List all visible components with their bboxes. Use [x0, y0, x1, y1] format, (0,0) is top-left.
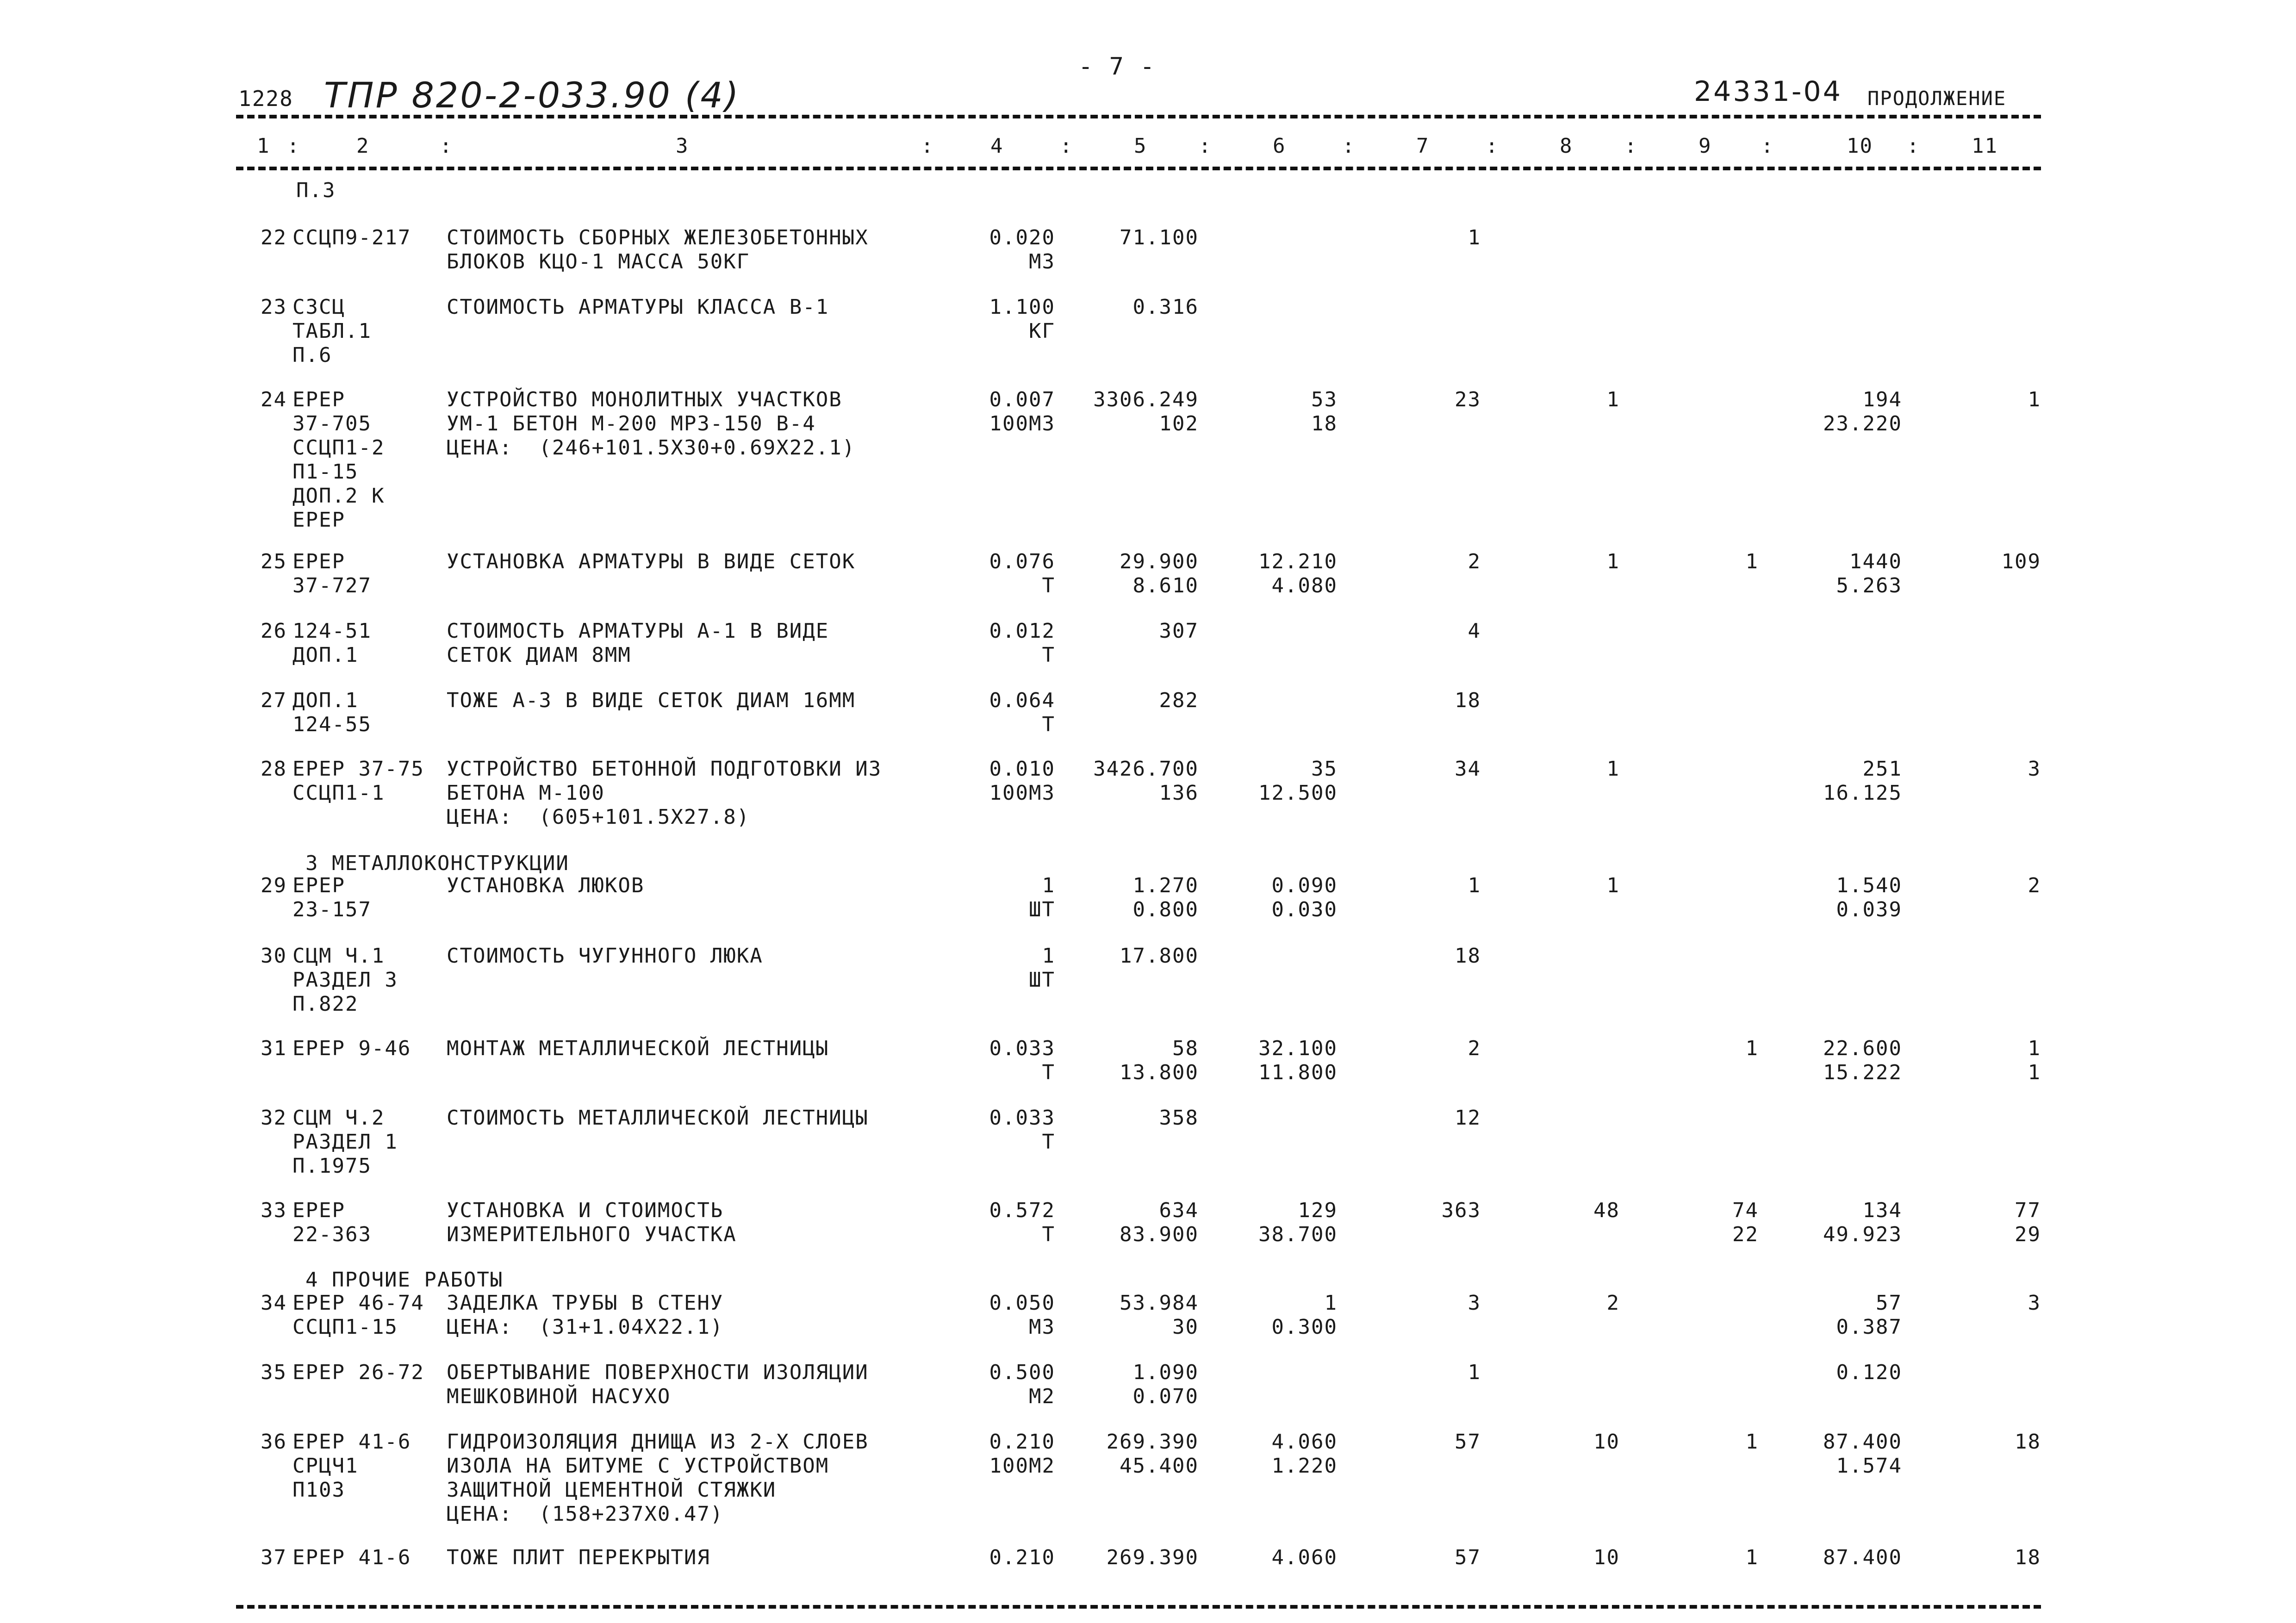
cell-desc: УСТРОЙСТВО МОНОЛИТНЫХ УЧАСТКОВ	[447, 388, 842, 411]
cell-c7: 57	[1455, 1546, 1481, 1569]
cell-c7: 57	[1455, 1430, 1481, 1454]
cell-c11: 29	[2015, 1223, 2041, 1246]
cell-desc: СТОИМОСТЬ ЧУГУННОГО ЛЮКА	[447, 944, 763, 968]
column-header-8: 8	[1560, 134, 1573, 158]
cell-code: ЕРЕР 41-6	[292, 1546, 411, 1569]
cell-code: П.822	[292, 992, 359, 1016]
cell-c8: 1	[1606, 550, 1620, 573]
cell-c7: 18	[1455, 689, 1481, 712]
cell-c10: 49.923	[1823, 1223, 1902, 1246]
cell-code: С3СЦ	[292, 295, 345, 319]
cell-code: СРЦЧ1	[292, 1454, 359, 1478]
cell-c4: 100М3	[989, 781, 1055, 805]
cell-n: 26	[261, 619, 287, 643]
cell-c6: 4.060	[1271, 1430, 1338, 1454]
cell-c4: 100М2	[989, 1454, 1055, 1478]
cell-code: РАЗДЕЛ 1	[292, 1130, 398, 1154]
cell-c4: 1	[1042, 874, 1055, 897]
column-separator: :	[1486, 134, 1499, 158]
cell-c10: 87.400	[1823, 1430, 1902, 1454]
cell-c7: 363	[1441, 1199, 1481, 1222]
cell-code: ЕРЕР 46-74	[292, 1291, 424, 1315]
column-header-6: 6	[1273, 134, 1286, 158]
cell-c6: 1.220	[1271, 1454, 1338, 1478]
column-header-11: 11	[1972, 134, 1998, 158]
column-header-4: 4	[990, 134, 1004, 158]
cell-n: 35	[261, 1361, 287, 1384]
cell-code: РАЗДЕЛ 3	[292, 968, 398, 992]
cell-code: ДОП.1	[292, 689, 359, 712]
footer-rule	[236, 1605, 2041, 1609]
cell-c5: 358	[1159, 1106, 1199, 1130]
cell-c6: 32.100	[1258, 1037, 1338, 1060]
cell-c4: Т	[1042, 643, 1055, 667]
cell-desc: СТОИМОСТЬ АРМАТУРЫ КЛАССА В-1	[447, 295, 829, 319]
column-separator: :	[440, 134, 453, 158]
cell-c4: 0.007	[989, 388, 1055, 411]
cell-c6: 12.500	[1258, 781, 1338, 805]
column-separator: :	[1761, 134, 1774, 158]
cell-n: 29	[261, 874, 287, 897]
cell-c11: 3	[2028, 757, 2041, 781]
cell-c10: 134	[1862, 1199, 1902, 1222]
cell-n: 36	[261, 1430, 287, 1454]
cell-code: ДОП.1	[292, 643, 359, 667]
cell-n: 22	[261, 226, 287, 249]
cell-c9: 1	[1745, 550, 1759, 573]
cell-c4: Т	[1042, 1130, 1055, 1154]
cell-c5: 136	[1159, 781, 1199, 805]
cell-code: ССЦП1-2	[292, 436, 385, 460]
cell-desc: БЕТОНА М-100	[447, 781, 605, 805]
cell-desc: ЦЕНА: (246+101.5Х30+0.69Х22.1)	[447, 436, 856, 460]
cell-c6: 38.700	[1258, 1223, 1338, 1246]
cell-c10: 22.600	[1823, 1037, 1902, 1060]
cell-code: ЕРЕР 37-75	[292, 757, 424, 781]
cell-code: ЕРЕР	[292, 1199, 345, 1222]
cell-c6: 4.080	[1271, 574, 1338, 597]
cell-c4: КГ	[1029, 319, 1055, 343]
cell-c9: 1	[1745, 1430, 1759, 1454]
section-title-other: 4 ПРОЧИЕ РАБОТЫ	[305, 1268, 504, 1292]
column-header-row	[0, 134, 2296, 162]
cell-c9: 1	[1745, 1546, 1759, 1569]
cell-n: 30	[261, 944, 287, 968]
cell-c5: 307	[1159, 619, 1199, 643]
column-header-1: 1	[257, 134, 270, 158]
cell-desc: СТОИМОСТЬ АРМАТУРЫ А-1 В ВИДЕ	[447, 619, 829, 643]
cell-n: 28	[261, 757, 287, 781]
cell-c6: 4.060	[1271, 1546, 1338, 1569]
cell-code: ССЦП9-217	[292, 226, 411, 249]
cell-c7: 1	[1468, 226, 1481, 249]
cell-c6: 53	[1311, 388, 1338, 411]
column-header-9: 9	[1699, 134, 1712, 158]
cell-desc: УСТАНОВКА И СТОИМОСТЬ	[447, 1199, 724, 1222]
cell-n: 27	[261, 689, 287, 712]
cell-c6: 35	[1311, 757, 1338, 781]
cell-c4: 0.012	[989, 619, 1055, 643]
cell-code: ЕРЕР 26-72	[292, 1361, 424, 1384]
column-separator: :	[1907, 134, 1920, 158]
cell-code: СЦМ Ч.1	[292, 944, 385, 968]
cell-desc: СТОИМОСТЬ МЕТАЛЛИЧЕСКОЙ ЛЕСТНИЦЫ	[447, 1106, 869, 1130]
cell-n: 24	[261, 388, 287, 411]
cell-code: П103	[292, 1478, 345, 1502]
cell-c5: 269.390	[1106, 1546, 1199, 1569]
cell-c5: 3426.700	[1093, 757, 1199, 781]
column-separator: :	[1624, 134, 1638, 158]
project-title: ТПР 820-2-033.90 (4)	[324, 75, 740, 116]
cell-n: 33	[261, 1199, 287, 1222]
cell-c4: Т	[1042, 1061, 1055, 1084]
cell-c10: 251	[1862, 757, 1902, 781]
cell-c8: 10	[1593, 1546, 1620, 1569]
cell-c8: 10	[1593, 1430, 1620, 1454]
cell-c8: 2	[1606, 1291, 1620, 1315]
cell-c6: 0.300	[1271, 1315, 1338, 1339]
cell-c4: 1.100	[989, 295, 1055, 319]
cell-desc: УСТАНОВКА ЛЮКОВ	[447, 874, 645, 897]
doc-number: 24331-04	[1694, 75, 1842, 108]
continuation-label: ПРОДОЛЖЕНИЕ	[1867, 87, 2007, 110]
cell-c4: М3	[1029, 250, 1055, 274]
section-title-metal: 3 МЕТАЛЛОКОНСТРУКЦИИ	[305, 852, 569, 875]
cell-c5: 30	[1172, 1315, 1199, 1339]
cell-desc: УСТАНОВКА АРМАТУРЫ В ВИДЕ СЕТОК	[447, 550, 856, 573]
cell-c5: 83.900	[1120, 1223, 1199, 1246]
cell-desc: ИЗОЛА НА БИТУМЕ С УСТРОЙСТВОМ	[447, 1454, 829, 1478]
cell-c4: 1	[1042, 944, 1055, 968]
cell-c10: 1440	[1849, 550, 1902, 573]
cell-n: 32	[261, 1106, 287, 1130]
cell-c6: 129	[1298, 1199, 1338, 1222]
cell-c5: 3306.249	[1093, 388, 1199, 411]
cell-c5: 1.090	[1132, 1361, 1199, 1384]
cell-desc: ОБЕРТЫВАНИЕ ПОВЕРХНОСТИ ИЗОЛЯЦИИ	[447, 1361, 869, 1384]
cell-c5: 634	[1159, 1199, 1199, 1222]
cell-code: П.1975	[292, 1154, 372, 1178]
cell-desc: СЕТОК ДИАМ 8ММ	[447, 643, 631, 667]
cell-code: 23-157	[292, 898, 372, 921]
cell-desc: ТОЖЕ А-3 В ВИДЕ СЕТОК ДИАМ 16ММ	[447, 689, 856, 712]
cell-c6: 11.800	[1258, 1061, 1338, 1084]
cell-code: ЕРЕР	[292, 550, 345, 573]
cell-c10: 0.387	[1836, 1315, 1902, 1339]
cell-c7: 23	[1455, 388, 1481, 411]
page-number: - 7 -	[1078, 53, 1156, 81]
cell-desc: ЗАЩИТНОЙ ЦЕМЕНТНОЙ СТЯЖКИ	[447, 1478, 777, 1502]
cell-c4: ШТ	[1029, 968, 1055, 992]
cell-code: 37-705	[292, 412, 372, 435]
cell-c7: 18	[1455, 944, 1481, 968]
cell-desc: ЦЕНА: (158+237Х0.47)	[447, 1502, 724, 1526]
cell-code: П1-15	[292, 460, 359, 484]
column-separator: :	[1060, 134, 1073, 158]
cell-desc: ИЗМЕРИТЕЛЬНОГО УЧАСТКА	[447, 1223, 737, 1246]
cell-desc: ЦЕНА: (605+101.5Х27.8)	[447, 805, 750, 829]
cell-c7: 1	[1468, 1361, 1481, 1384]
left-code: 1228	[238, 86, 293, 111]
cell-c10: 1.574	[1836, 1454, 1902, 1478]
top-fragment: П.3	[296, 179, 336, 202]
cell-c4: Т	[1042, 1223, 1055, 1246]
cell-c5: 58	[1172, 1037, 1199, 1060]
cell-c4: 0.210	[989, 1430, 1055, 1454]
header-rule-top	[236, 115, 2041, 118]
cell-code: 124-55	[292, 713, 372, 736]
cell-c8: 1	[1606, 388, 1620, 411]
cell-c7: 4	[1468, 619, 1481, 643]
cell-code: ЕРЕР 9-46	[292, 1037, 411, 1060]
cell-c4: 0.210	[989, 1546, 1055, 1569]
cell-c6: 0.090	[1271, 874, 1338, 897]
cell-c8: 48	[1593, 1199, 1620, 1222]
cell-c10: 16.125	[1823, 781, 1902, 805]
cell-c4: Т	[1042, 574, 1055, 597]
column-header-10: 10	[1847, 134, 1873, 158]
column-header-5: 5	[1134, 134, 1147, 158]
column-separator: :	[1199, 134, 1212, 158]
cell-c8: 1	[1606, 757, 1620, 781]
cell-c6: 0.030	[1271, 898, 1338, 921]
cell-code: П.6	[292, 343, 332, 367]
cell-c5: 17.800	[1120, 944, 1199, 968]
cell-c4: Т	[1042, 713, 1055, 736]
cell-c5: 1.270	[1132, 874, 1199, 897]
cell-desc: МОНТАЖ МЕТАЛЛИЧЕСКОЙ ЛЕСТНИЦЫ	[447, 1037, 829, 1060]
cell-c5: 53.984	[1120, 1291, 1199, 1315]
cell-c10: 0.120	[1836, 1361, 1902, 1384]
cell-n: 31	[261, 1037, 287, 1060]
cell-c10: 87.400	[1823, 1546, 1902, 1569]
cell-c5: 0.070	[1132, 1385, 1199, 1408]
cell-c4: 0.064	[989, 689, 1055, 712]
header-rule-bottom	[236, 167, 2041, 170]
cell-c10: 0.039	[1836, 898, 1902, 921]
cell-c5: 71.100	[1120, 226, 1199, 249]
cell-c5: 0.316	[1132, 295, 1199, 319]
cell-c4: М3	[1029, 1315, 1055, 1339]
cell-c4: 0.076	[989, 550, 1055, 573]
cell-c5: 13.800	[1120, 1061, 1199, 1084]
cell-c10: 5.263	[1836, 574, 1902, 597]
cell-c4: 100М3	[989, 412, 1055, 435]
cell-code: ДОП.2 К	[292, 484, 385, 508]
cell-c11: 18	[2015, 1546, 2041, 1569]
cell-c11: 1	[2028, 1037, 2041, 1060]
cell-c7: 34	[1455, 757, 1481, 781]
cell-c10: 57	[1876, 1291, 1902, 1315]
cell-c6: 1	[1324, 1291, 1338, 1315]
cell-code: ССЦП1-1	[292, 781, 385, 805]
cell-c4: ШТ	[1029, 898, 1055, 921]
cell-n: 25	[261, 550, 287, 573]
cell-c7: 3	[1468, 1291, 1481, 1315]
cell-desc: БЛОКОВ КЦО-1 МАССА 50КГ	[447, 250, 750, 274]
cell-c4: М2	[1029, 1385, 1055, 1408]
cell-c11: 18	[2015, 1430, 2041, 1454]
cell-c4: 0.033	[989, 1106, 1055, 1130]
cell-c11: 3	[2028, 1291, 2041, 1315]
cell-c6: 18	[1311, 412, 1338, 435]
cell-c4: 0.033	[989, 1037, 1055, 1060]
cell-c7: 1	[1468, 874, 1481, 897]
cell-c8: 1	[1606, 874, 1620, 897]
cell-c5: 0.800	[1132, 898, 1199, 921]
cell-c11: 1	[2028, 388, 2041, 411]
column-separator: :	[1342, 134, 1356, 158]
column-header-2: 2	[356, 134, 370, 158]
cell-c6: 12.210	[1258, 550, 1338, 573]
cell-c5: 8.610	[1132, 574, 1199, 597]
cell-code: 22-363	[292, 1223, 372, 1246]
cell-c9: 74	[1732, 1199, 1759, 1222]
cell-c11: 2	[2028, 874, 2041, 897]
cell-c7: 2	[1468, 1037, 1481, 1060]
cell-c9: 22	[1732, 1223, 1759, 1246]
cell-desc: УСТРОЙСТВО БЕТОННОЙ ПОДГОТОВКИ ИЗ	[447, 757, 882, 781]
cell-c10: 23.220	[1823, 412, 1902, 435]
cell-desc: ТОЖЕ ПЛИТ ПЕРЕКРЫТИЯ	[447, 1546, 710, 1569]
cell-c5: 269.390	[1106, 1430, 1199, 1454]
cell-code: ЕРЕР	[292, 388, 345, 411]
cell-c4: 0.500	[989, 1361, 1055, 1384]
cell-c11: 1	[2028, 1061, 2041, 1084]
cell-desc: МЕШКОВИНОЙ НАСУХО	[447, 1385, 671, 1408]
cell-desc: СТОИМОСТЬ СБОРНЫХ ЖЕЛЕЗОБЕТОННЫХ	[447, 226, 869, 249]
cell-code: ЕРЕР	[292, 874, 345, 897]
cell-desc: ЗАДЕЛКА ТРУБЫ В СТЕНУ	[447, 1291, 724, 1315]
cell-c10: 15.222	[1823, 1061, 1902, 1084]
cell-code: СЦМ Ч.2	[292, 1106, 385, 1130]
cell-code: ЕРЕР 41-6	[292, 1430, 411, 1454]
cell-c7: 12	[1455, 1106, 1481, 1130]
cell-c4: 0.050	[989, 1291, 1055, 1315]
cell-n: 34	[261, 1291, 287, 1315]
cell-code: 124-51	[292, 619, 372, 643]
cell-desc: ЦЕНА: (31+1.04Х22.1)	[447, 1315, 724, 1339]
cell-c5: 282	[1159, 689, 1199, 712]
cell-c5: 29.900	[1120, 550, 1199, 573]
cell-code: ЕРЕР	[292, 508, 345, 532]
cell-c11: 77	[2015, 1199, 2041, 1222]
cell-c7: 2	[1468, 550, 1481, 573]
cell-c10: 1.540	[1836, 874, 1902, 897]
cell-c5: 102	[1159, 412, 1199, 435]
cell-c4: 0.020	[989, 226, 1055, 249]
cell-c4: 0.010	[989, 757, 1055, 781]
cell-desc: УМ-1 БЕТОН М-200 МРЗ-150 В-4	[447, 412, 816, 435]
cell-c5: 45.400	[1120, 1454, 1199, 1478]
cell-code: 37-727	[292, 574, 372, 597]
cell-n: 37	[261, 1546, 287, 1569]
column-separator: :	[921, 134, 934, 158]
column-separator: :	[287, 134, 300, 158]
cell-c4: 0.572	[989, 1199, 1055, 1222]
column-header-3: 3	[676, 134, 689, 158]
cell-n: 23	[261, 295, 287, 319]
cell-desc: ГИДРОИЗОЛЯЦИЯ ДНИЩА ИЗ 2-Х СЛОЕВ	[447, 1430, 869, 1454]
cell-c10: 194	[1862, 388, 1902, 411]
cell-c11: 109	[2001, 550, 2041, 573]
cell-code: ТАБЛ.1	[292, 319, 372, 343]
cell-code: ССЦП1-15	[292, 1315, 398, 1339]
cell-c9: 1	[1745, 1037, 1759, 1060]
column-header-7: 7	[1416, 134, 1430, 158]
